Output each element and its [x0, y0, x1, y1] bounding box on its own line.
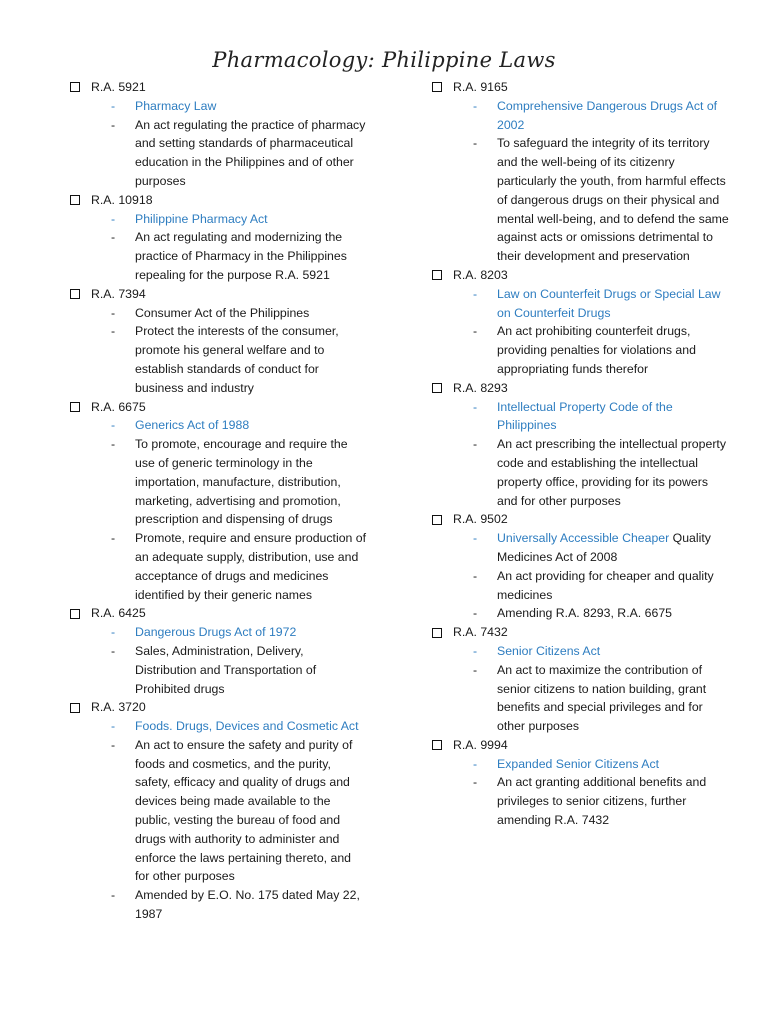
checkbox-icon	[432, 270, 442, 280]
law-title: Dangerous Drugs Act of 1972	[135, 625, 297, 640]
ra-number: R.A. 7394	[91, 286, 146, 301]
law-title: Intellectual Property Code of the Philippines	[497, 399, 673, 433]
left-column	[68, 78, 368, 924]
law-description: An act prohibiting counterfeit drugs, providing penalties for violations and appropriating funds therefor	[497, 324, 696, 376]
law-description: An act providing for cheaper and quality medicines	[497, 568, 714, 602]
law-entry	[430, 623, 730, 736]
checkbox-icon	[70, 703, 80, 713]
dash-bullet-icon: -	[111, 643, 116, 658]
dash-bullet-icon: -	[111, 211, 116, 226]
dash-bullet-icon: -	[473, 399, 478, 414]
dash-bullet-icon: -	[111, 305, 116, 320]
dash-bullet-icon: -	[473, 324, 478, 339]
ra-number: R.A. 6675	[91, 399, 146, 414]
law-description: Amending R.A. 8293, R.A. 6675	[497, 606, 672, 621]
law-entry	[68, 398, 368, 605]
law-entry	[430, 266, 730, 379]
law-title	[497, 529, 730, 567]
dash-bullet-icon: -	[111, 324, 116, 339]
dash-bullet-icon: -	[473, 775, 478, 790]
law-title: Expanded Senior Citizens Act	[497, 756, 660, 771]
law-entry	[430, 379, 730, 511]
ra-number: R.A. 6425	[91, 606, 146, 621]
law-entry	[430, 78, 730, 266]
ra-number: R.A. 9994	[453, 737, 508, 752]
dash-bullet-icon: -	[473, 756, 478, 771]
law-description: An act to ensure the safety and purity of foods and cosmetics, and the purity, safety, efficacy and quality of drugs and devices being made available to the public, vesting the bureau of food and drugs with authority to administer and enforce the laws pertaining thereto, and for other purposes	[135, 737, 353, 884]
dash-bullet-icon: -	[473, 606, 478, 621]
dash-bullet-icon: -	[111, 98, 116, 113]
dash-bullet-icon: -	[111, 117, 116, 132]
checkbox-icon	[432, 740, 442, 750]
checkbox-icon	[432, 383, 442, 393]
law-entry	[430, 510, 730, 623]
right-column	[430, 78, 730, 830]
law-description: Amended by E.O. No. 175 dated May 22, 1987	[135, 888, 360, 922]
dash-bullet-icon: -	[111, 719, 116, 734]
dash-bullet-icon: -	[111, 418, 116, 433]
law-entry	[68, 604, 368, 698]
dash-bullet-icon: -	[111, 230, 116, 245]
checkbox-icon	[70, 82, 80, 92]
law-title: Foods. Drugs, Devices and Cosmetic Act	[135, 719, 359, 734]
dash-bullet-icon: -	[111, 625, 116, 640]
law-title: Senior Citizens Act	[497, 643, 601, 658]
ra-number: R.A. 3720	[91, 700, 146, 715]
law-description: An act regulating and modernizing the practice of Pharmacy in the Philippines repealing for the purpose R.A. 5921	[135, 230, 347, 282]
ra-number: R.A. 5921	[91, 80, 146, 94]
checkbox-icon	[432, 628, 442, 638]
law-title: Law on Counterfeit Drugs or Special Law on Counterfeit Drugs	[497, 286, 721, 320]
dash-bullet-icon: -	[473, 531, 478, 546]
law-entry	[68, 698, 368, 924]
dash-bullet-icon: -	[473, 662, 478, 677]
page-title: Pharmacology: Philippine Laws	[212, 48, 556, 72]
law-description: To safeguard the integrity of its territory and the well-being of its citizenry particularly the youth, from harmful effects of dangerous drugs on their physical and mental well-being, and to defend the same against acts or omissions detrimental to their development and preservation	[497, 136, 729, 264]
law-description: Sales, Administration, Delivery, Distribution and Transportation of Prohibited drugs	[135, 643, 317, 696]
law-description: Consumer Act of the Philippines	[135, 305, 310, 320]
dash-bullet-icon: -	[111, 888, 116, 903]
checkbox-icon	[432, 82, 442, 92]
dash-bullet-icon: -	[473, 98, 478, 113]
checkbox-icon	[70, 289, 80, 299]
checkbox-icon	[70, 609, 80, 619]
law-entry	[68, 191, 368, 285]
law-title: Philippine Pharmacy Act	[135, 211, 268, 226]
dash-bullet-icon: -	[111, 437, 116, 452]
law-title-accent: Universally Accessible Cheaper	[497, 531, 670, 546]
dash-bullet-icon: -	[473, 568, 478, 583]
law-entry	[430, 736, 730, 830]
dash-bullet-icon: -	[473, 286, 478, 301]
dash-bullet-icon: -	[473, 643, 478, 658]
dash-bullet-icon: -	[111, 531, 116, 546]
law-title: Generics Act of 1988	[135, 418, 250, 433]
checkbox-icon	[70, 195, 80, 205]
ra-number: R.A. 10918	[91, 192, 153, 207]
checkbox-icon	[70, 402, 80, 412]
law-description: An act to maximize the contribution of senior citizens to nation building, grant benefits and special privileges and for other purposes	[497, 662, 707, 734]
ra-number: R.A. 9502	[453, 512, 508, 527]
law-title: Comprehensive Dangerous Drugs Act of 2002	[497, 98, 718, 132]
law-description: An act regulating the practice of pharmacy and setting standards of pharmaceutical education in the Philippines and of other purposes	[135, 117, 366, 188]
law-description: Protect the interests of the consumer, promote his general welfare and to establish standards of conduct for business and industry	[135, 324, 339, 395]
ra-number: R.A. 8203	[453, 267, 508, 282]
law-description: To promote, encourage and require the use of generic terminology in the importation, manufacture, distribution, marketing, advertising and promotion, prescription and dispensing of drugs	[135, 437, 348, 527]
law-title: Pharmacy Law	[135, 98, 217, 113]
dash-bullet-icon: -	[473, 437, 478, 452]
law-description: An act prescribing the intellectual property code and establishing the intellectual property office, providing for its powers and for other purposes	[497, 437, 726, 508]
checkbox-icon	[432, 515, 442, 525]
ra-number: R.A. 7432	[453, 625, 508, 640]
law-description: An act granting additional benefits and privileges to senior citizens, further amending R.A. 7432	[497, 775, 707, 828]
ra-number: R.A. 9165	[453, 80, 508, 94]
law-description: Promote, require and ensure production of an adequate supply, distribution, use and acceptance of drugs and medicines identified by their generic names	[135, 531, 367, 602]
dash-bullet-icon: -	[111, 737, 116, 752]
dash-bullet-icon: -	[473, 136, 478, 151]
ra-number: R.A. 8293	[453, 380, 508, 395]
law-entry	[68, 78, 368, 191]
law-title-tail: Quality Medicines Act of 2008	[497, 531, 711, 564]
law-entry	[68, 285, 368, 398]
